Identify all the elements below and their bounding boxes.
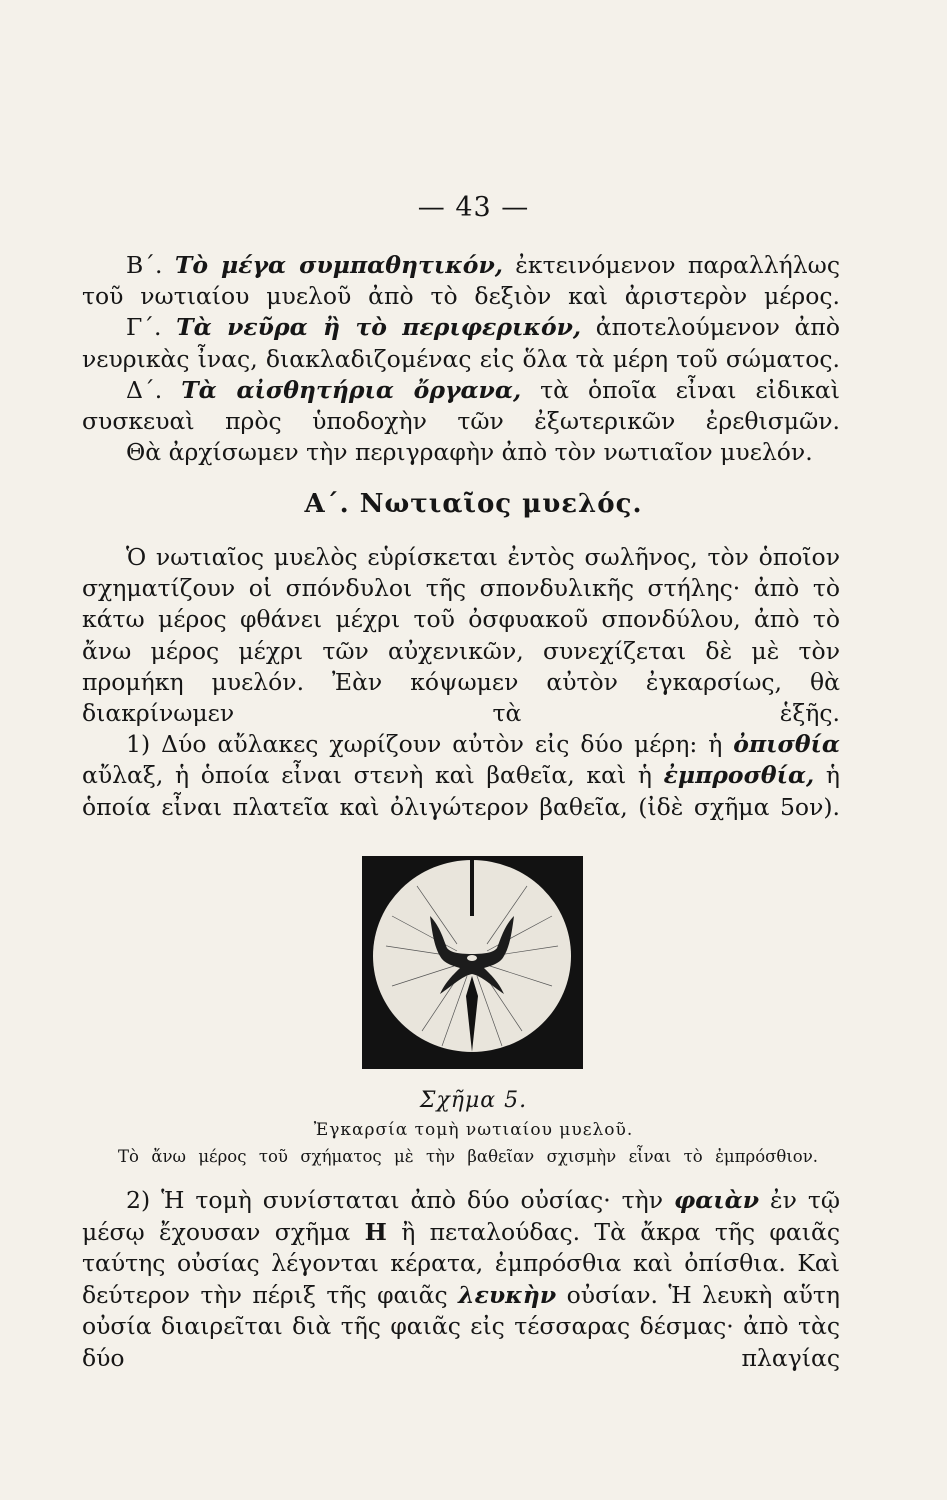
paragraph-substances (82, 1185, 840, 1374)
term-grey: φαιὰν (673, 1186, 760, 1214)
list-item-b (82, 250, 840, 312)
text: ἐν τῷ μέσῳ ἔχουσαν σχῆμα (82, 1186, 840, 1246)
figure-title: Σχῆμα 5. (419, 1088, 528, 1113)
intro-paragraph: Θὰ ἀρχίσωμεν τὴν περιγραφὴν ἀπὸ τὸν νωτιαῖον μυελόν. (126, 438, 813, 467)
page-number: — 43 — (417, 192, 530, 223)
text: ἢ πεταλούδας. Τὰ ἄκρα τῆς φαιᾶς ταύτης οὐσίας λέγονται κέρατα, ἐμπρόσθια καὶ ὀπίσθια. Καὶ δεύτερον τὴν πέριξ τῆς φαιᾶς (82, 1217, 840, 1309)
list-text: ἐκτεινόμενον παραλλήλως τοῦ νωτιαίου μυελοῦ ἀπὸ τὸ δεξιὸν καὶ ἀριστερὸν μέρος. (82, 251, 840, 311)
list-term: Τὰ νεῦρα ἢ τὸ περιφερικόν, (176, 313, 582, 342)
paragraph-sulci (82, 729, 840, 823)
list-term: Τὰ αἰσθητήρια ὄργανα, (181, 375, 522, 404)
letter-h: Η (364, 1217, 387, 1246)
list-label: Δ΄. (126, 375, 163, 404)
text: οὐσίαν. Ἡ λευκὴ αὕτη οὐσία διαιρεῖται διὰ τῆς φαιᾶς εἰς τέσσαρας δέσμας· ἀπὸ τὰς δύο πλαγίας (82, 1280, 840, 1372)
section-heading: Α΄. Νωτιαῖος μυελός. (304, 489, 643, 519)
list-item-d (82, 375, 840, 437)
list-text: ἀποτελούμενον ἀπὸ νευρικὰς ἶνας, διακλαδιζομένας εἰς ὅλα τὰ μέρη τοῦ σώματος. (82, 313, 840, 373)
figure-caption-line-2: Τὸ ἄνω μέρος τοῦ σχήματος μὲ τὴν βαθεῖαν σχισμὴν εἶναι τὸ ἐμπρόσθιον. (118, 1147, 818, 1166)
term-posterior: ὀπισθία (733, 730, 840, 759)
list-label: Γ΄. (126, 313, 162, 342)
section-list (82, 250, 840, 468)
text: ἡ ὁποία εἶναι πλατεῖα καὶ ὀλιγώτερον βαθεῖα, (ἰδὲ σχῆμα 5ον). (82, 761, 840, 821)
body-text-continued (82, 1185, 840, 1374)
figure-caption-line-1: Ἐγκαρσία τομὴ νωτιαίου μυελοῦ. (313, 1120, 634, 1140)
spinal-cord-figure (362, 856, 583, 1069)
list-term: Τὸ μέγα συμπαθητικόν, (174, 251, 503, 279)
text: 2) Ἡ τομὴ συνίσταται ἀπὸ δύο οὐσίας· τὴν (126, 1186, 674, 1214)
text: αὔλαξ, ἡ ὁποία εἶναι στενὴ καὶ βαθεῖα, καὶ ἡ (82, 761, 664, 790)
paragraph: Ὁ νωτιαῖος μυελὸς εὑρίσκεται ἐντὸς σωλῆνος, τὸν ὁποῖον σχηματίζουν οἱ σπόνδυλοι τῆς σπονδυλικῆς στήλης· ἀπὸ τὸ κάτω μέρος φθάνει μέχρι τοῦ ὀσφυακοῦ σπονδύλου, ἀπὸ τὸ ἄνω μέρος μέχρι τῶν αὐχενικῶν, συνεχίζεται δὲ μὲ τὸν προμήκη μυελόν. Ἐὰν κόψωμεν αὐτὸν ἐγκαρσίως, θὰ διακρίνωμεν τὰ ἑξῆς. (82, 543, 840, 728)
term-white: λευκὴν (458, 1280, 557, 1309)
term-anterior: ἐμπροσθία, (663, 761, 815, 790)
list-label: Β΄. (126, 251, 163, 279)
list-text: τὰ ὁποῖα εἶναι εἰδικαὶ συσκευαὶ πρὸς ὑποδοχὴν τῶν ἐξωτερικῶν ἐρεθισμῶν. (82, 375, 840, 436)
list-item-c (82, 312, 840, 374)
body-text (82, 542, 840, 823)
text: 1) Δύο αὔλακες χωρίζουν αὐτὸν εἰς δύο μέρη: ἡ (126, 730, 734, 759)
